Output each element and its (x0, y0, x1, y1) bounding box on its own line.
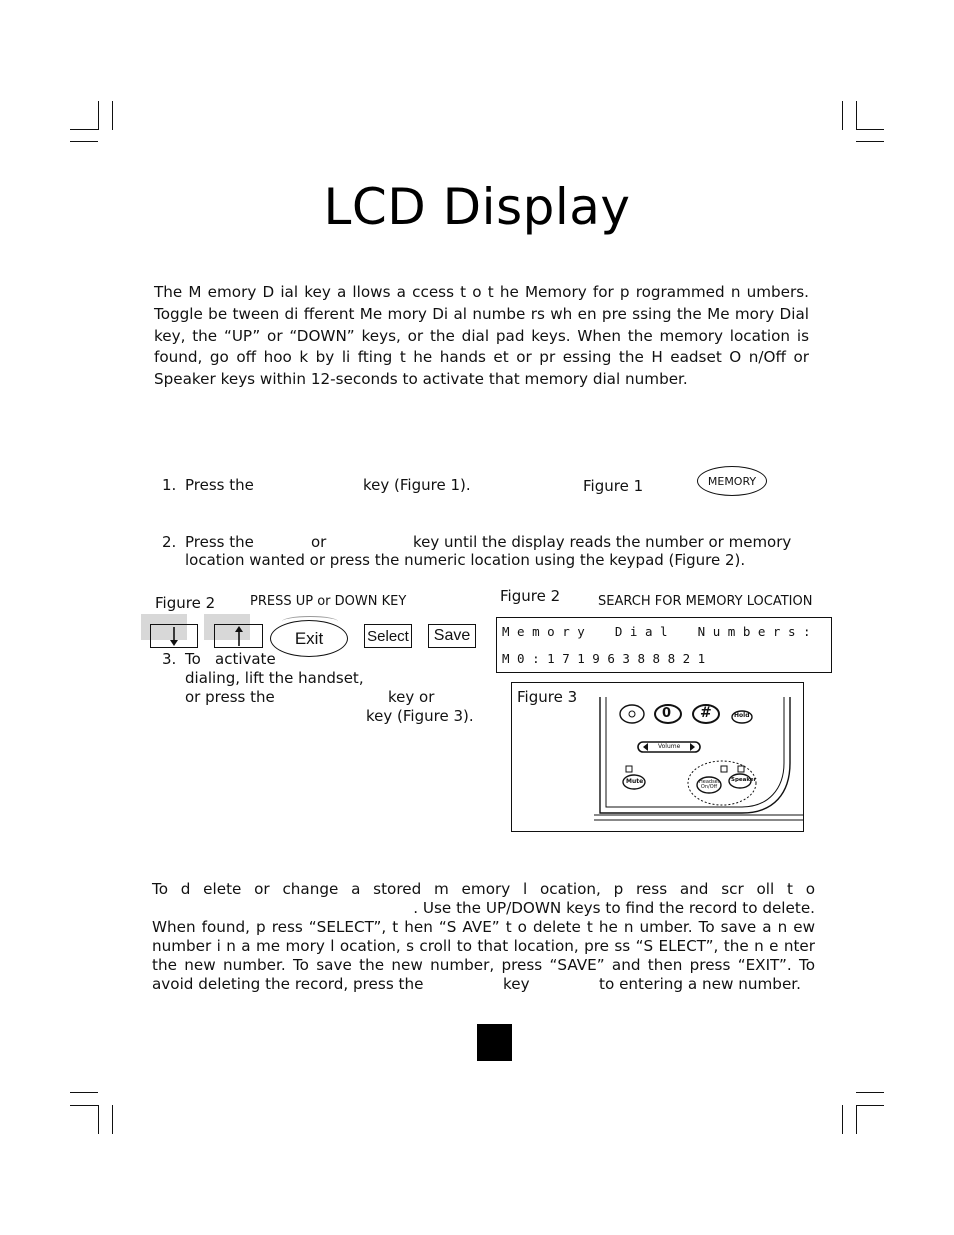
exit-key-icon: Exit (270, 620, 348, 657)
speaker-key-label: Speaker (731, 777, 757, 783)
intro-line: found, go off hoo k by li fting t he hands et or pr essing the H eadset O n/Off or (154, 348, 809, 367)
figure-2-left-caption: PRESS UP or DOWN KEY (250, 594, 407, 609)
headset-key-label: Headset On/Off (699, 779, 720, 790)
step-2-or: or (311, 533, 327, 551)
delete-paragraph (152, 880, 815, 975)
figure-3-panel (511, 682, 804, 832)
step-3-line-3a: or press the (185, 688, 275, 706)
down-arrow-key-icon (150, 624, 198, 648)
step-3-to: To (185, 650, 201, 668)
lcd-display-screen (496, 617, 832, 673)
star-key-icon (620, 705, 644, 723)
step-1-text: Press the (185, 476, 254, 494)
step-1-number: 1. (162, 476, 177, 494)
delete-line: number i n a me mory l ocation, s croll to that location, pre ss “S ELECT”, the n e nter (152, 937, 815, 955)
hold-key-label: Hold (734, 712, 750, 719)
intro-paragraph (154, 282, 809, 391)
memory-key-icon: MEMORY (697, 466, 767, 496)
intro-line: Toggle be tween di fferent Me mory Di al numbe rs wh en pre ssing the Me mory Dial (154, 304, 809, 323)
up-arrow-key-icon (214, 624, 263, 648)
step-3-activate: activate (215, 650, 276, 668)
step-2-rest: key until the display reads the number or memory (413, 533, 792, 551)
phone-keypad-illustration (512, 683, 803, 831)
zero-key-label: 0 (662, 706, 672, 721)
delete-line: When found, p ress “SELECT”, t hen “S AVE” t o delete t he n umber. To save a n ew (152, 918, 815, 936)
figure-2-right-label: Figure 2 (500, 587, 561, 605)
delete-line: To d elete or change a stored m emory l ocation, p ress and scr oll t o (152, 880, 815, 898)
save-key-icon: Save (428, 624, 476, 648)
select-key-icon: Select (364, 624, 412, 648)
lcd-line-2: M 0 : 1 7 1 9 6 3 8 8 8 2 1 (502, 651, 706, 666)
page-title: LCD Display (323, 178, 631, 236)
step-3-line-3b: key or (388, 688, 435, 706)
volume-key-label: Volume (658, 743, 681, 750)
intro-line: Speaker keys within 12-seconds to activate that memory dial number. (154, 370, 688, 389)
step-2-number: 2. (162, 533, 177, 551)
figure-3-label: Figure 3 (517, 688, 578, 706)
delete-line: . Use the UP/DOWN keys to find the record to delete. (413, 899, 815, 917)
intro-line: key, the “UP” or “DOWN” keys, or the dial pad keys. When the memory location is (154, 326, 809, 345)
step-2-line-2: location wanted or press the numeric location using the keypad (Figure 2). (185, 551, 746, 569)
hash-key-label: # (700, 705, 712, 721)
delete-line: the new number. To save the new number, press “SAVE” and then press “EXIT”. To (152, 956, 815, 974)
page-number-block (477, 1024, 512, 1061)
step-3-line-2: dialing, lift the handset, (185, 669, 364, 687)
step-2-text: Press the (185, 533, 254, 551)
step-1-key-text: key (Figure 1). (363, 476, 471, 494)
lcd-line-1: M e m o r y D i a l N u m b e r s : (502, 624, 811, 639)
figure-1-label: Figure 1 (583, 477, 644, 495)
step-3-line-4: key (Figure 3). (366, 707, 474, 725)
delete-last-line-b: key (503, 975, 530, 993)
exit-key-highlight (282, 616, 338, 627)
step-3-number: 3. (162, 650, 177, 668)
intro-line: The M emory D ial key a llows a ccess t o t he Memory for p rogrammed n umbers. (154, 283, 809, 301)
figure-2-left-label: Figure 2 (155, 594, 216, 612)
delete-last-line-a: avoid deleting the record, press the (152, 975, 424, 993)
figure-2-right-caption: SEARCH FOR MEMORY LOCATION (598, 594, 813, 609)
delete-last-line-c: to entering a new number. (599, 975, 801, 993)
mute-key-label: Mute (626, 778, 644, 785)
